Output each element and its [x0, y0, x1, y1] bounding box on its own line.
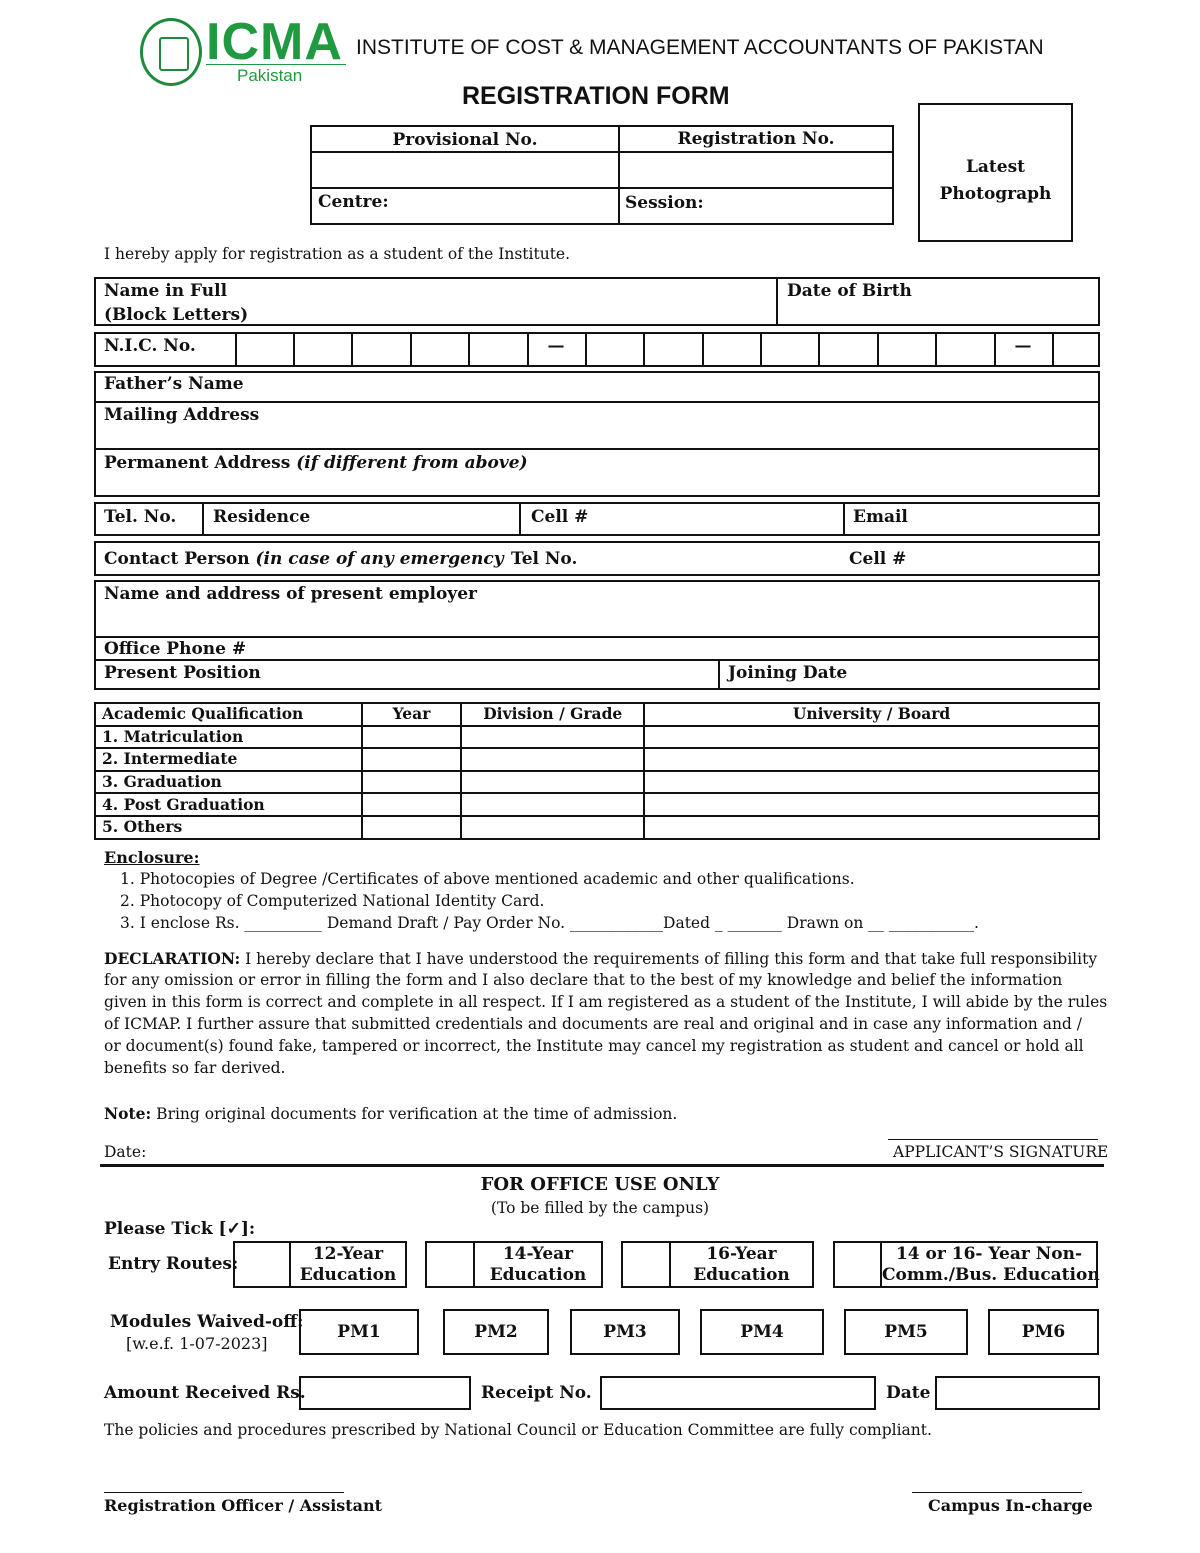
declaration-line-1 — [104, 949, 1097, 968]
academic-header-row — [95, 703, 1099, 726]
module-pm3[interactable]: PM3 — [570, 1309, 680, 1355]
mailing-address-label: Mailing Address — [104, 405, 260, 425]
campus-incharge-label: Campus In-charge — [928, 1496, 1093, 1515]
division-cell[interactable] — [461, 816, 644, 839]
university-cell[interactable] — [644, 771, 1099, 794]
signature-line — [888, 1139, 1098, 1140]
address-block — [94, 371, 1100, 497]
email-label: Email — [853, 507, 908, 527]
residence-label: Residence — [213, 507, 311, 527]
logo-rule — [206, 64, 346, 65]
modules-wef-label: [w.e.f. 1-07-2023] — [126, 1334, 268, 1353]
contact-cell-label: Cell # — [849, 549, 907, 569]
nic-row — [94, 332, 1100, 367]
present-position-label: Present Position — [104, 663, 261, 683]
year-cell[interactable] — [362, 793, 462, 816]
declaration-line-3: given in this form is correct and complete in all respect. If I am registered as a student of the Institute, I will abide by the rules — [104, 993, 1108, 1011]
office-use-subtitle: (To be filled by the campus) — [490, 1199, 710, 1217]
module-pm6[interactable]: PM6 — [988, 1309, 1099, 1355]
academic-header-year: Year — [362, 703, 462, 726]
division-cell[interactable] — [461, 793, 644, 816]
logo-text: ICMA — [206, 13, 343, 71]
division-cell[interactable] — [461, 748, 644, 771]
office-phone-label: Office Phone # — [104, 639, 247, 659]
module-pm5[interactable]: PM5 — [844, 1309, 968, 1355]
route-12-line1: 12-Year — [312, 1244, 384, 1264]
name-label: Name in Full — [104, 281, 228, 301]
institute-name: INSTITUTE OF COST & MANAGEMENT ACCOUNTANTS OF PAKISTAN — [356, 36, 1044, 59]
father-name-label: Father’s Name — [104, 374, 244, 394]
permanent-address-text: Permanent Address — [104, 453, 291, 473]
enclosure-item-3: 3. I enclose Rs. __________ Demand Draft / Pay Order No. ____________Dated _ _______ Drawn on __ ___________. — [120, 914, 979, 932]
academic-row-label: 4. Post Graduation — [95, 793, 362, 816]
nic-dash-1: — — [547, 336, 565, 356]
receipt-no-field[interactable] — [600, 1376, 876, 1410]
photo-label-line2: Photograph — [939, 184, 1052, 204]
applicant-signature-label: APPLICANT’S SIGNATURE — [893, 1143, 1109, 1161]
academic-header-division: Division / Grade — [461, 703, 644, 726]
declaration-line-6: benefits so far derived. — [104, 1059, 286, 1077]
logo-subtext: Pakistan — [237, 66, 303, 85]
intro-text: I hereby apply for registration as a student of the Institute. — [104, 245, 571, 263]
contact-tel-label: Tel No. — [511, 549, 578, 569]
university-cell[interactable] — [644, 726, 1099, 749]
policy-statement: The policies and procedures prescribed by National Council or Education Committee are fully compliant. — [104, 1421, 932, 1439]
table-row — [95, 816, 1099, 839]
table-row — [95, 748, 1099, 771]
university-cell[interactable] — [644, 816, 1099, 839]
registration-officer-label: Registration Officer / Assistant — [104, 1496, 383, 1515]
office-use-title: FOR OFFICE USE ONLY — [480, 1174, 720, 1195]
route-noncomm-line1: 14 or 16- Year Non- — [895, 1244, 1083, 1264]
academic-row-label: 2. Intermediate — [95, 748, 362, 771]
declaration-line-2: for any omission or error in filling the form and I also declare that to the best of my knowledge and belief the information — [104, 971, 1063, 989]
form-title: REGISTRATION FORM — [462, 82, 730, 110]
office-divider — [100, 1164, 1104, 1167]
academic-table — [94, 702, 1100, 840]
tel-no-label: Tel. No. — [104, 507, 177, 527]
academic-row-label: 5. Others — [95, 816, 362, 839]
year-cell[interactable] — [362, 771, 462, 794]
academic-row-label: 1. Matriculation — [95, 726, 362, 749]
contact-person-label — [104, 549, 504, 569]
year-cell[interactable] — [362, 816, 462, 839]
incharge-signature-line — [912, 1492, 1082, 1493]
route-16-line1: 16-Year — [706, 1244, 777, 1264]
photo-label-line1: Latest — [965, 157, 1026, 177]
cell-label: Cell # — [531, 507, 589, 527]
division-cell[interactable] — [461, 771, 644, 794]
nic-label: N.I.C. No. — [104, 336, 196, 356]
entry-routes-label: Entry Routes: — [108, 1254, 239, 1274]
module-pm4[interactable]: PM4 — [700, 1309, 824, 1355]
university-cell[interactable] — [644, 748, 1099, 771]
block-letters-label: (Block Letters) — [104, 305, 249, 325]
amount-received-field[interactable] — [299, 1376, 471, 1410]
permanent-address-label — [104, 453, 528, 473]
table-row — [95, 793, 1099, 816]
nic-dash-2: — — [1014, 336, 1032, 356]
year-cell[interactable] — [362, 726, 462, 749]
academic-header-qualification: Academic Qualification — [95, 703, 362, 726]
module-pm2[interactable]: PM2 — [443, 1309, 549, 1355]
office-date-field[interactable] — [935, 1376, 1100, 1410]
note-label: Note: — [104, 1104, 152, 1123]
table-row — [95, 726, 1099, 749]
route-16-line2: Education — [693, 1265, 790, 1285]
contact-person-note: (in case of any emergency — [255, 549, 504, 569]
declaration-line-5: or document(s) found fake, tampered or incorrect, the Institute may cancel my registration as student and cancel or hold all — [104, 1037, 1084, 1055]
dob-label: Date of Birth — [787, 281, 912, 301]
date-label: Date: — [104, 1143, 147, 1161]
office-date-label: Date — [886, 1383, 931, 1403]
enclosure-title: Enclosure: — [104, 848, 200, 867]
route-14-line2: Education — [489, 1265, 587, 1285]
session-label: Session: — [625, 193, 704, 213]
declaration-text: I hereby declare that I have understood the requirements of filling this form and that take full responsibility — [240, 950, 1098, 968]
contact-person-text: Contact Person — [104, 549, 250, 569]
icma-seal-logo — [140, 18, 202, 86]
please-tick-label: Please Tick [✓]: — [104, 1219, 256, 1239]
table-row — [95, 771, 1099, 794]
receipt-no-label: Receipt No. — [481, 1383, 592, 1403]
joining-date-label: Joining Date — [728, 663, 848, 683]
declaration-label: DECLARATION: — [104, 949, 241, 968]
registration-no-label: Registration No. — [677, 129, 835, 149]
route-noncomm-line2: Comm./Bus. Education — [882, 1265, 1100, 1285]
academic-row-label: 3. Graduation — [95, 771, 362, 794]
division-cell[interactable] — [461, 726, 644, 749]
year-cell[interactable] — [362, 748, 462, 771]
route-14-line1: 14-Year — [502, 1244, 574, 1264]
declaration-line-4: of ICMAP. I further assure that submitted credentials and documents are real and original and in case any information and / — [104, 1015, 1083, 1033]
enclosure-item-2: 2. Photocopy of Computerized National Identity Card. — [120, 892, 545, 910]
note-line — [104, 1104, 677, 1123]
route-12-line2: Education — [299, 1265, 397, 1285]
officer-signature-line — [104, 1492, 344, 1493]
modules-waived-label: Modules Waived-off: — [110, 1312, 304, 1332]
amount-received-label: Amount Received Rs. — [104, 1383, 306, 1403]
module-pm1[interactable]: PM1 — [299, 1309, 419, 1355]
academic-header-university: University / Board — [644, 703, 1099, 726]
note-text: Bring original documents for verification at the time of admission. — [151, 1105, 678, 1123]
centre-label: Centre: — [318, 192, 389, 212]
permanent-address-note: (if different from above) — [296, 453, 528, 473]
university-cell[interactable] — [644, 793, 1099, 816]
enclosure-item-1: 1. Photocopies of Degree /Certificates of above mentioned academic and other qualifications. — [120, 870, 855, 888]
employer-label: Name and address of present employer — [104, 584, 477, 604]
provisional-no-label: Provisional No. — [392, 130, 538, 150]
